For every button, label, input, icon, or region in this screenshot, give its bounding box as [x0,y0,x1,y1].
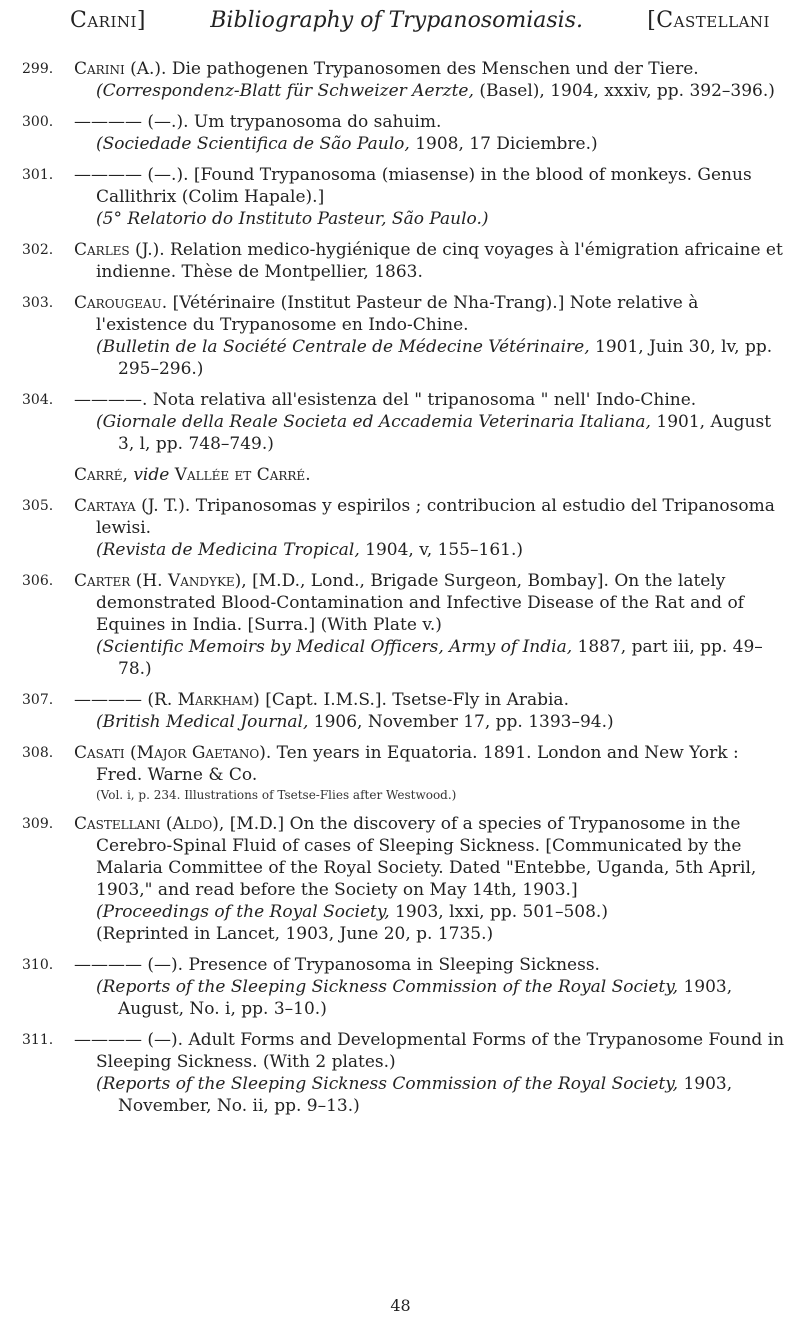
entry-journal: (Proceedings of the Royal Society, [96,902,390,922]
entry-author: ————. [74,390,148,410]
entry-journal: (Reports of the Sleeping Sickness Commission of the Royal Society, [96,977,679,997]
entry-volume: 1901, August 3, l, pp. 748–749.) [118,412,772,454]
entry-journal: (British Medical Journal, [96,712,309,732]
entry-volume: 1903, lxxi, pp. 501–508.) [395,902,608,922]
entry-number: 303. [22,295,54,311]
entry-title: Relation medico-hygiénique de cinq voyages à l'émigration africaine et indienne. Thèse de Montpellier, 1863. [96,240,783,282]
entry-note: (Vol. i, p. 234. Illustrations of Tsetse-Flies after Westwood.) [96,788,457,802]
entry-title: Adult Forms and Developmental Forms of the Trypanosome Found in Sleeping Sickness. (With 2 plates.) [96,1030,785,1072]
entry-author: Cartaya (J. T.). [74,496,191,516]
entry-author: Castellani (Aldo), [74,814,225,834]
entry-citation [74,164,786,208]
bibliography-entry [0,164,801,230]
xref-name: Carré, [74,465,128,485]
entry-author: ———— (R. Markham) [74,690,260,710]
entry-journal: (Bulletin de la Société Centrale de Médecine Vétérinaire, [96,337,590,357]
entry-source [96,133,786,155]
entry-title: [Vétérinaire (Institut Pasteur de Nha-Trang).] Note relative à l'existence du Trypanosome en Indo-Chine. [96,293,699,335]
entry-source [96,976,786,1020]
entry-citation [74,239,786,283]
entry-title: [Capt. I.M.S.]. Tsetse-Fly in Arabia. [265,690,569,710]
entry-citation [74,389,786,411]
entry-title: Um trypanosoma do sahuim. [193,112,442,132]
entry-author: ———— (—). [74,955,184,975]
entry-number: 299. [22,61,54,77]
bibliography-entry [0,495,801,561]
xref-vide: vide [133,465,170,485]
entry-title: Presence of Trypanosoma in Sleeping Sickness. [188,955,600,975]
entry-author: Carini (A.). [74,59,167,79]
entry-number: 309. [22,816,54,832]
bibliography-entry [0,689,801,733]
entry-number: 308. [22,745,54,761]
bibliography-entry [0,813,801,945]
bibliography-entry [0,1029,801,1117]
entry-title: Tripanosomas y espirilos ; contribucion al estudio del Tripanosoma lewisi. [96,496,775,538]
entry-citation [74,1029,786,1073]
entry-source [96,1073,786,1117]
entry-journal: (Revista de Medicina Tropical, [96,540,360,560]
entry-volume: 1901, Juin 30, lv, pp. 295–296.) [118,337,773,379]
entry-source [96,711,786,733]
bibliography-entry [0,389,801,455]
entry-title: Ten years in Equatoria. 1891. London and New York : Fred. Warne & Co. [96,743,739,785]
entry-journal: (Reports of the Sleeping Sickness Commission of the Royal Society, [96,1074,679,1094]
entry-volume: 1904, v, 155–161.) [365,540,524,560]
entry-journal: (Scientific Memoirs by Medical Officers, Army of India, [96,637,573,657]
entry-source [96,901,786,923]
header-right: [Castellani [647,8,770,33]
entry-author: Casati (Major Gaetano). [74,743,272,763]
bibliography-entry [0,742,801,804]
entry-volume: 1906, November 17, pp. 1393–94.) [313,712,614,732]
bibliography-list [0,58,801,1126]
entry-number: 307. [22,692,54,708]
entry-number: 300. [22,114,54,130]
entry-number: 306. [22,573,54,589]
entry-source [96,336,786,380]
entry-source [96,539,786,561]
page-number: 48 [390,1296,411,1315]
entry-author: ———— (—.). [74,112,189,132]
entry-author: Carougeau. [74,293,168,313]
entry-number: 305. [22,498,54,514]
entry-citation [74,954,786,976]
entry-author: ———— (—). [74,1030,184,1050]
entry-title: [M.D.] On the discovery of a species of Trypanosome in the Cerebro-Spinal Fluid of cases of Sleeping Sickness. [Communicated by the Malaria Committee of the Royal Society. Dated "Entebbe, Uganda, 5th April, 1903," and read before the Society on May 14th, 1903.] [96,814,757,900]
entry-author: Carles (J.). [74,240,165,260]
entry-source [96,636,786,680]
entry-title: [Found Trypanosoma (miasense) in the blood of monkeys. Genus Callithrix (Colim Hapale).] [96,165,752,207]
entry-volume: 1908, 17 Diciembre.) [415,134,598,154]
entry-journal: (5° Relatorio do Instituto Pasteur, São Paulo.) [96,209,489,229]
entry-title: Die pathogenen Trypanosomen des Menschen und der Tiere. [171,59,699,79]
bibliography-entry [0,570,801,680]
entry-number: 302. [22,242,54,258]
cross-reference [74,464,801,486]
entry-number: 301. [22,167,54,183]
entry-source [96,208,786,230]
entry-number: 310. [22,957,54,973]
bibliography-entry [0,292,801,380]
entry-citation [74,495,786,539]
entry-volume: 1887, part iii, pp. 49–78.) [118,637,763,679]
entry-journal: (Sociedade Scientifica de São Paulo, [96,134,410,154]
xref-target: Vallée et Carré. [174,465,311,485]
entry-source [96,80,786,102]
running-header [70,8,770,38]
entry-citation [74,111,786,133]
entry-number: 311. [22,1032,54,1048]
entry-volume: 1903, November, No. ii, pp. 9–13.) [118,1074,733,1116]
bibliography-entry [0,111,801,155]
entry-number: 304. [22,392,54,408]
entry-author: Carter (H. Vandyke), [74,571,247,591]
entry-volume: 1903, August, No. i, pp. 3–10.) [118,977,733,1019]
header-left: Carini] [70,8,147,33]
entry-author: ———— (—.). [74,165,189,185]
entry-citation [74,58,786,80]
entry-source [96,411,786,455]
header-title: Bibliography of Trypanosomiasis. [210,8,583,33]
entry-title: [M.D., Lond., Brigade Surgeon, Bombay]. On the lately demonstrated Blood-Contamination and Infective Disease of the Rat and of Equines in India. [Surra.] (With Plate v.) [96,571,744,635]
entry-journal: (Giornale della Reale Societa ed Accademia Veterinaria Italiana, [96,412,651,432]
entry-citation [74,689,786,711]
entry-journal: (Correspondenz-Blatt für Schweizer Aerzte, [96,81,474,101]
entry-reprint: (Reprinted in Lancet, 1903, June 20, p. 1735.) [96,924,494,944]
entry-citation [74,742,786,786]
entry-title: Nota relativa all'esistenza del " tripanosoma " nell' Indo-Chine. [152,390,697,410]
entry-citation [74,813,786,901]
entry-volume: (Basel), 1904, xxxiv, pp. 392–396.) [479,81,775,101]
bibliography-entry [0,954,801,1020]
bibliography-entry [0,58,801,102]
bibliography-entry [0,239,801,283]
entry-citation [74,570,786,636]
entry-citation [74,292,786,336]
